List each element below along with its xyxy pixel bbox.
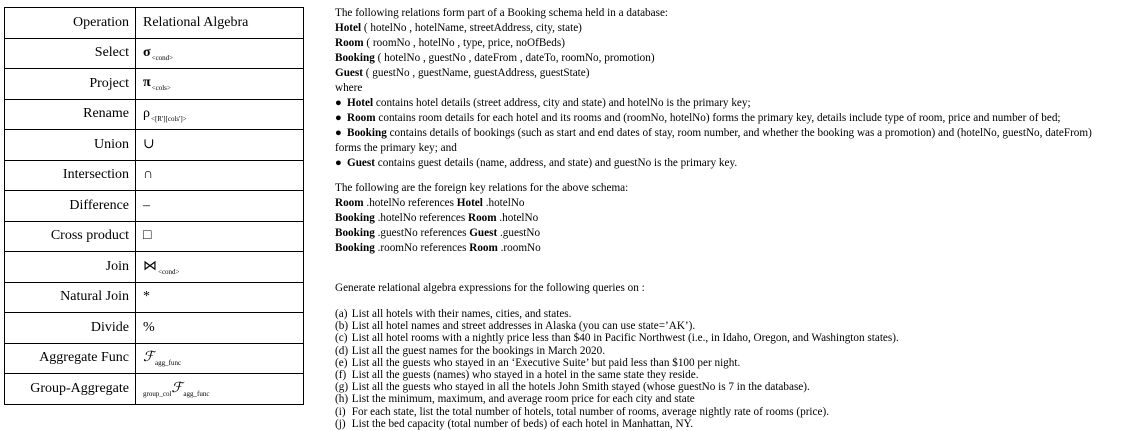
table-row [5,38,304,69]
fk-source-attr: .hotelNo references [363,197,457,209]
bullet-item [335,156,1117,171]
relational-algebra-symbol [136,191,304,222]
symbol-subscript: agg_func [183,389,210,398]
symbol-glyph: π [143,75,151,91]
bullet-icon: ● [335,127,342,139]
fk-line [335,211,1117,226]
symbol-glyph: % [143,319,155,335]
query-list [335,308,1117,430]
fk-target-relation: Hotel [456,197,483,209]
fk-source-relation: Room [335,197,364,209]
queries-intro-text: Generate relational algebra expressions for the following queries on : [335,282,645,294]
table-row [5,69,304,100]
symbol-subscript: <cond> [151,53,174,62]
query-label: (b) [335,320,349,333]
where-text: where [335,82,363,94]
table-header-row [5,8,304,39]
bullet-item [335,126,1117,156]
query-label: (f) [335,369,347,382]
fk-target-relation: Guest [469,227,498,239]
relational-algebra-symbol [136,99,304,130]
symbol-glyph: – [143,197,150,213]
query-label: (i) [335,405,346,418]
schema-line [335,36,1117,51]
table-row [5,282,304,313]
query-text: List the bed capacity (total number of beds) of each hotel in Manhattan, NY. [349,417,694,430]
operation-name: Rename [5,99,136,130]
operation-name: Select [5,38,136,69]
fk-target-attr: .roomNo [497,242,541,254]
fk-source-attr: .guestNo references [374,227,470,239]
query-label: (j) [335,417,346,430]
fk-line [335,196,1117,211]
relation-attributes: ( guestNo , guestName, guestAddress, guestState) [362,67,590,79]
relational-algebra-symbol [136,313,304,344]
header-operation: Operation [5,8,136,39]
fk-line [335,226,1117,241]
relation-name: Hotel [335,22,362,34]
operation-name: Difference [5,191,136,222]
symbol-glyph: * [143,289,150,305]
query-label: (h) [335,393,349,406]
table-row [5,221,304,252]
fk-source-attr: .roomNo references [374,242,470,254]
query-item [335,345,1117,357]
query-item [335,308,1117,320]
symbol-glyph: ∩ [143,167,154,183]
symbol-glyph: ⋈ [143,258,157,274]
symbol-subscript: agg_func [155,359,182,368]
symbol-subscript: <cols> [151,84,171,93]
fk-intro-text: The following are the foreign key relations for the above schema: [335,182,629,194]
relation-attributes: ( hotelNo , hotelName, streetAddress, city, state) [361,22,582,34]
relation-descriptions [335,96,1117,171]
query-text: For each state, list the total number of hotels, total number of rooms, average nightly rate of rooms (price). [349,405,829,418]
bullet-icon: ● [335,112,342,124]
operation-name: Union [5,130,136,161]
table-row [5,130,304,161]
relation-name: Room [347,112,376,124]
query-text: List all hotel names and street addresses in Alaska (you can use state=’AK’). [349,320,696,333]
bullet-item [335,111,1117,126]
query-text: List all the guests who stayed in all the hotels John Smith stayed (whose guestNo is 7 in the database). [349,381,810,394]
relational-algebra-symbol [136,343,304,374]
symbol-subscript: <cond> [158,267,180,276]
header-relational-algebra: Relational Algebra [136,8,304,39]
table-row [5,343,304,374]
query-item [335,369,1117,381]
relation-name: Hotel [347,97,374,109]
intro-text: The following relations form part of a Booking schema held in a database: [335,7,669,19]
fk-source-attr: .hotelNo references [374,212,468,224]
query-item [335,332,1117,344]
symbol-prefix: group_col [143,389,172,398]
relational-algebra-symbol [136,252,304,283]
bullet-text: contains details of bookings (such as start and end dates of stay, room number, and whether the booking was a promotion) and (hotelNo, guestNo, dateFrom) forms the primary key; and [335,127,1092,154]
query-label: (d) [335,344,349,357]
relation-name: Guest [335,67,363,79]
table-row [5,160,304,191]
query-text: List all the guests (names) who stayed in a hotel in the same state they reside. [349,369,699,382]
query-label: (g) [335,381,349,394]
bullet-text: contains guest details (name, address, and state) and guestNo is the primary key. [374,157,738,169]
operation-name: Intersection [5,160,136,191]
symbol-glyph: ∪ [143,137,155,153]
operation-name: Divide [5,313,136,344]
symbol-glyph: σ [143,44,151,60]
relational-algebra-symbol [136,38,304,69]
relational-algebra-symbol [136,160,304,191]
symbol-subscript: <[R'][cols']> [151,114,187,123]
relational-algebra-table [4,7,304,405]
symbol-glyph: ℱ [143,350,155,366]
fk-target-relation: Room [467,212,497,224]
bullet-text: contains hotel details (street address, city and state) and hotelNo is the primary key; [373,97,751,109]
bullet-icon: ● [335,157,342,169]
fk-line [335,241,1117,256]
query-label: (a) [335,308,348,320]
operation-name: Project [5,69,136,100]
relational-algebra-symbol [136,69,304,100]
query-text: List the minimum, maximum, and average room price for each city and state [349,393,695,406]
query-label: (e) [335,356,348,369]
query-text: List all the guest names for the bookings in March 2020. [349,344,606,357]
schema-line [335,21,1117,36]
query-item [335,381,1117,393]
query-label: (c) [335,332,348,345]
query-item [335,393,1117,405]
query-text: List all the guests who stayed in an ‘Executive Suite’ but paid less than $100 per night. [349,356,741,369]
relational-algebra-symbol [136,282,304,313]
schema-line [335,51,1117,66]
fk-source-relation: Booking [335,227,375,239]
table-row [5,313,304,344]
query-text: List all hotels with their names, cities, and states. [349,308,572,320]
relation-name: Booking [335,52,375,64]
query-text: List all hotel rooms with a nightly price less than $40 in Pacific Northwest (i.e., in Idaho, Oregon, and Washington states). [349,332,899,345]
query-item [335,357,1117,369]
operation-name: Join [5,252,136,283]
table-row [5,99,304,130]
bullet-item [335,96,1117,111]
fk-target-attr: .hotelNo [482,197,525,209]
table-row [5,374,304,405]
fk-target-relation: Room [469,242,498,254]
assignment-text [335,6,1117,430]
relational-algebra-symbol [136,130,304,161]
operation-name: Natural Join [5,282,136,313]
operation-name: Aggregate Func [5,343,136,374]
fk-target-attr: .guestNo [497,227,541,239]
query-item [335,418,1117,430]
table-row [5,252,304,283]
relational-algebra-symbol [136,221,304,252]
symbol-glyph: □ [143,228,152,244]
query-item [335,406,1117,418]
foreign-key-list [335,196,1117,256]
operation-name: Group-Aggregate [5,374,136,405]
bullet-text: contains room details for each hotel and its rooms and (roomNo, hotelNo) forms the primary key, details include type of room, price and number of bed; [375,112,1061,124]
relation-attributes: ( hotelNo , guestNo , dateFrom , dateTo, roomNo, promotion) [374,52,655,64]
relation-name: Guest [347,157,375,169]
fk-target-attr: .hotelNo [496,212,539,224]
schema-line [335,66,1117,81]
symbol-glyph: ℱ [171,380,183,396]
bullet-icon: ● [335,97,342,109]
relational-algebra-symbol [136,374,304,405]
symbol-glyph: ρ [143,105,150,121]
relation-name: Room [335,37,364,49]
schema-list [335,21,1117,81]
table-row [5,191,304,222]
relation-name: Booking [347,127,387,139]
fk-source-relation: Booking [335,212,375,224]
fk-source-relation: Booking [335,242,375,254]
query-item [335,320,1117,332]
relation-attributes: ( roomNo , hotelNo , type, price, noOfBeds) [363,37,565,49]
operation-name: Cross product [5,221,136,252]
